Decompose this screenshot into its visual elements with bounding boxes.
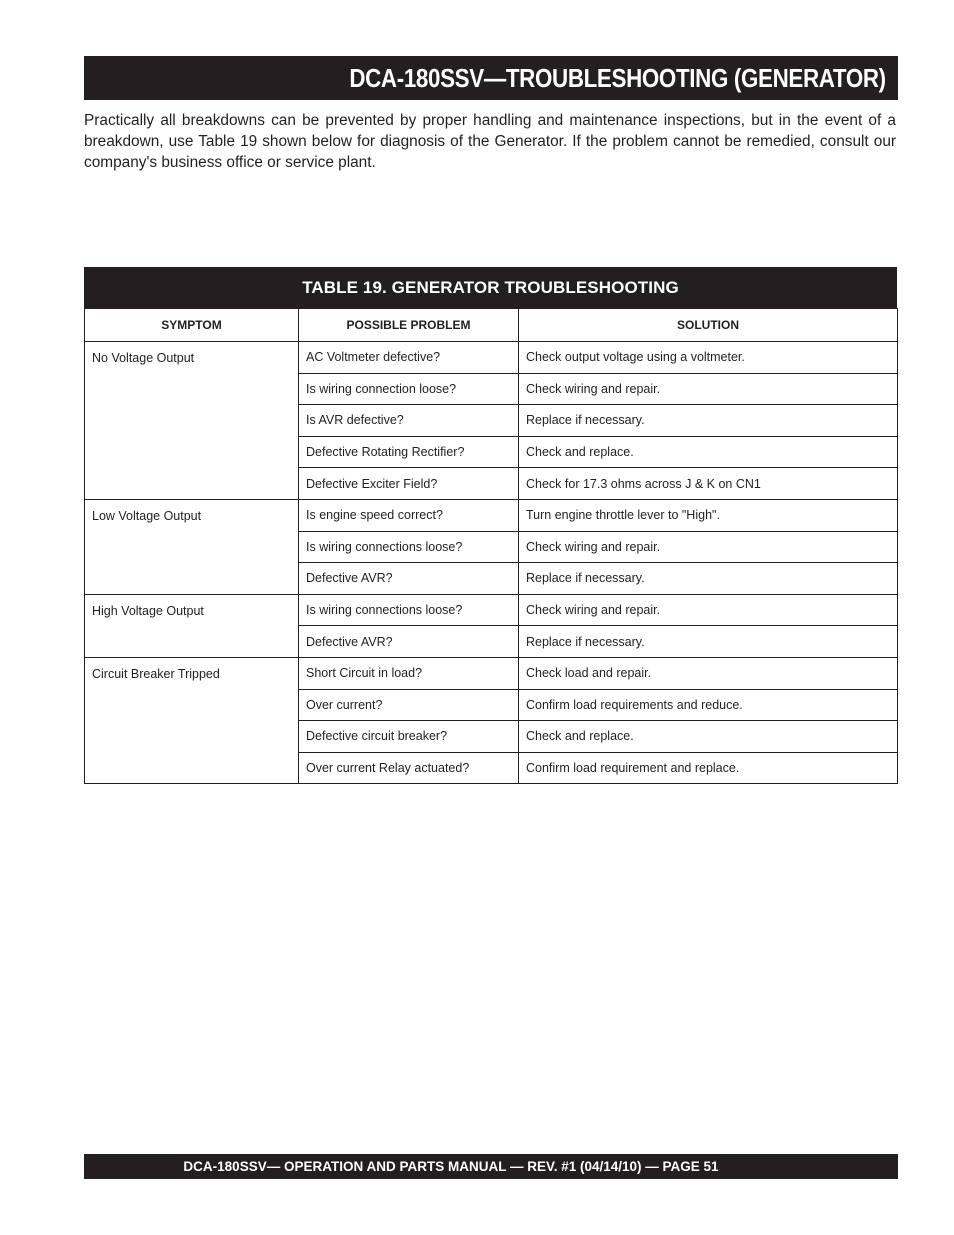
symptom-cell: Circuit Breaker Tripped: [85, 657, 299, 783]
problem-cell: Defective circuit breaker?: [299, 721, 519, 753]
problem-cell: Over current Relay actuated?: [299, 752, 519, 784]
solution-cell: Check output voltage using a voltmeter.: [519, 342, 898, 374]
column-header-solution: SOLUTION: [519, 309, 898, 342]
page-footer: [84, 1154, 898, 1179]
solution-cell: Check wiring and repair.: [519, 531, 898, 563]
problem-cell: Is AVR defective?: [299, 405, 519, 437]
solution-cell: Check and replace.: [519, 721, 898, 753]
solution-cell: Confirm load requirement and replace.: [519, 752, 898, 784]
solution-cell: Check for 17.3 ohms across J & K on CN1: [519, 468, 898, 500]
solution-cell: Turn engine throttle lever to "High".: [519, 499, 898, 531]
table-row: [85, 594, 898, 626]
table-header-row: [85, 309, 898, 342]
problem-cell: Is wiring connection loose?: [299, 373, 519, 405]
column-header-symptom: SYMPTOM: [85, 309, 299, 342]
table-row: [85, 499, 898, 531]
page-title: DCA-180SSV—TROUBLESHOOTING (GENERATOR): [349, 62, 886, 93]
troubleshooting-table-container: [84, 267, 897, 784]
problem-cell: Defective AVR?: [299, 563, 519, 595]
table-title: TABLE 19. GENERATOR TROUBLESHOOTING: [84, 267, 897, 308]
troubleshooting-table: [84, 308, 898, 784]
symptom-cell: No Voltage Output: [85, 342, 299, 500]
solution-cell: Confirm load requirements and reduce.: [519, 689, 898, 721]
solution-cell: Replace if necessary.: [519, 563, 898, 595]
problem-cell: Is wiring connections loose?: [299, 531, 519, 563]
intro-paragraph: Practically all breakdowns can be prevented by proper handling and maintenance inspections, but in the event of a breakdown, use Table 19 shown below for diagnosis of the Generator. If the problem cannot be remedied, consult our company's business office or service plant.: [84, 112, 896, 171]
problem-cell: Defective Rotating Rectifier?: [299, 436, 519, 468]
problem-cell: Defective AVR?: [299, 626, 519, 658]
table-row: [85, 342, 898, 374]
page-title-bar: [84, 56, 898, 100]
symptom-cell: Low Voltage Output: [85, 499, 299, 594]
problem-cell: Defective Exciter Field?: [299, 468, 519, 500]
solution-cell: Check and replace.: [519, 436, 898, 468]
solution-cell: Check load and repair.: [519, 657, 898, 689]
problem-cell: AC Voltmeter defective?: [299, 342, 519, 374]
problem-cell: Is wiring connections loose?: [299, 594, 519, 626]
solution-cell: Check wiring and repair.: [519, 373, 898, 405]
column-header-possible-problem: POSSIBLE PROBLEM: [299, 309, 519, 342]
table-row: [85, 657, 898, 689]
problem-cell: Is engine speed correct?: [299, 499, 519, 531]
solution-cell: Replace if necessary.: [519, 626, 898, 658]
problem-cell: Short Circuit in load?: [299, 657, 519, 689]
symptom-cell: High Voltage Output: [85, 594, 299, 657]
solution-cell: Replace if necessary.: [519, 405, 898, 437]
problem-cell: Over current?: [299, 689, 519, 721]
footer-text: DCA-180SSV— OPERATION AND PARTS MANUAL — REV. #1 (04/14/10) — PAGE 51: [183, 1159, 719, 1174]
solution-cell: Check wiring and repair.: [519, 594, 898, 626]
